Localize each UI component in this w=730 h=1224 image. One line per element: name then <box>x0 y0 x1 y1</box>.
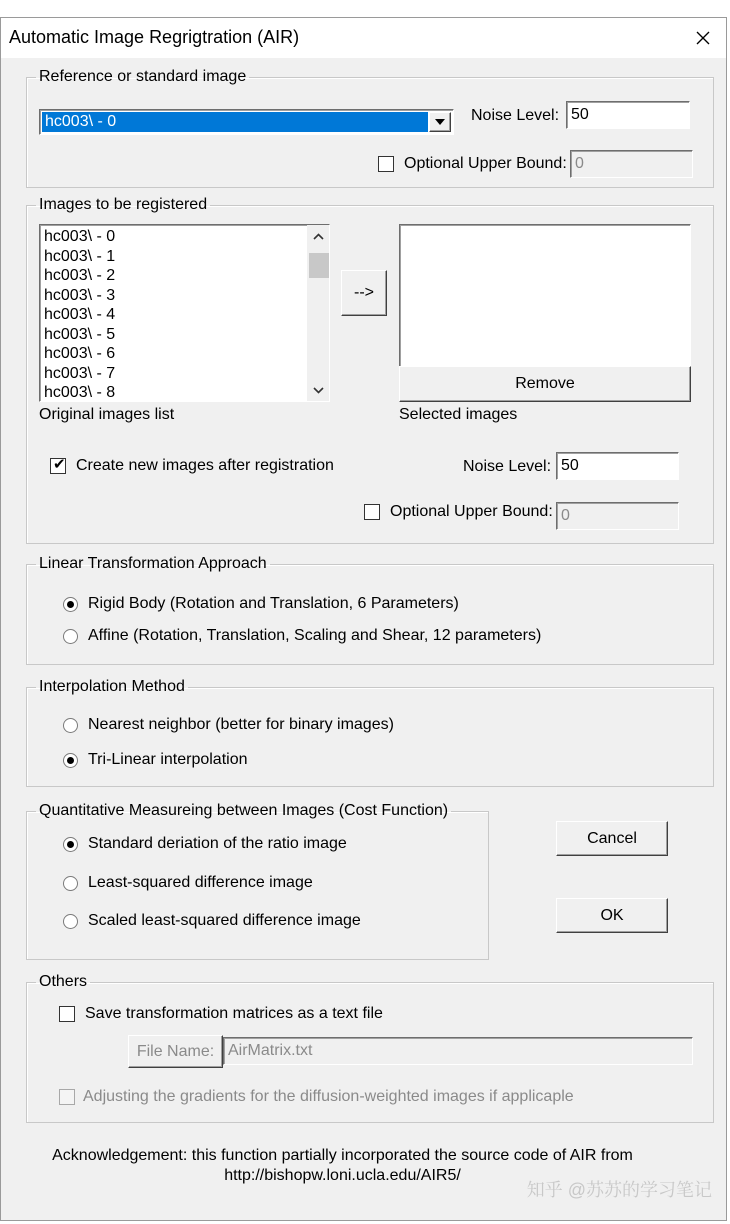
nearest-neighbor-label: Nearest neighbor (better for binary images) <box>88 716 394 733</box>
acknowledgement-line2: http://bishopw.loni.ucla.edu/AIR5/ <box>224 1167 461 1184</box>
reference-noise-input[interactable]: 50 <box>566 101 690 129</box>
linear-legend: Linear Transformation Approach <box>39 555 267 572</box>
original-images-list[interactable] <box>39 224 330 402</box>
watermark: 知乎 @苏苏的学习笔记 <box>526 1180 712 1200</box>
list-item[interactable]: hc003\ - 5 <box>44 325 116 343</box>
remove-button[interactable]: Remove <box>399 366 691 402</box>
list-item[interactable]: hc003\ - 0 <box>44 228 116 245</box>
acknowledgement-line1: Acknowledgement: this function partially incorporated the source code of AIR from <box>52 1147 633 1164</box>
file-name-button[interactable]: File Name: <box>128 1035 223 1068</box>
reference-upper-label: Optional Upper Bound: <box>404 155 567 172</box>
list-scrollbar[interactable] <box>307 225 329 401</box>
list-item[interactable]: hc003\ - 6 <box>44 345 116 362</box>
chevron-down-icon <box>313 387 324 394</box>
reference-legend: Reference or standard image <box>39 68 247 85</box>
least-squared-radio[interactable] <box>63 876 78 891</box>
rigid-body-label: Rigid Body (Rotation and Translation, 6 Parameters) <box>88 595 459 612</box>
affine-radio[interactable] <box>63 629 78 644</box>
window-title: Automatic Image Regrigtration (AIR) <box>9 27 300 47</box>
save-matrices-label: Save transformation matrices as a text file <box>85 1005 383 1022</box>
reference-upper-bound-checkbox[interactable] <box>378 156 394 172</box>
close-button[interactable] <box>680 18 726 58</box>
images-upper-bound-checkbox[interactable] <box>364 504 380 520</box>
reference-image-select[interactable] <box>39 109 454 135</box>
reference-dropdown-button[interactable] <box>429 112 451 132</box>
list-item[interactable]: hc003\ - 8 <box>44 384 116 401</box>
radio-selected-dot <box>67 757 74 764</box>
list-item[interactable]: hc003\ - 2 <box>44 267 116 284</box>
radio-selected-dot <box>67 841 74 848</box>
original-images-caption: Original images list <box>39 406 175 423</box>
least-squared-label: Least-squared difference image <box>88 874 313 891</box>
std-ratio-label: Standard deriation of the ratio image <box>88 835 347 852</box>
list-item[interactable]: hc003\ - 1 <box>44 247 116 265</box>
reference-upper-input[interactable]: 0 <box>570 150 693 178</box>
add-to-selected-button[interactable]: --> <box>341 270 387 316</box>
file-name-input[interactable]: AirMatrix.txt <box>223 1037 693 1065</box>
list-item[interactable]: hc003\ - 4 <box>44 306 116 323</box>
images-legend: Images to be registered <box>39 196 208 213</box>
others-legend: Others <box>39 973 88 990</box>
chevron-down-icon <box>435 119 445 125</box>
images-noise-label: Noise Level: <box>463 458 552 475</box>
scaled-least-squared-radio[interactable] <box>63 914 78 929</box>
cost-legend: Quantitative Measureing between Images (Cost Function) <box>39 802 449 819</box>
reference-noise-label: Noise Level: <box>471 107 560 124</box>
nearest-neighbor-radio[interactable] <box>63 718 78 733</box>
scroll-up-button[interactable] <box>307 225 329 247</box>
affine-label: Affine (Rotation, Translation, Scaling and Shear, 12 parameters) <box>88 627 542 644</box>
save-matrices-checkbox[interactable] <box>59 1006 75 1022</box>
adjust-gradients-label: Adjusting the gradients for the diffusion-weighted images if applicaple <box>83 1088 574 1105</box>
reference-selected-value: hc003\ - 0 <box>42 112 428 132</box>
create-new-images-label: Create new images after registration <box>76 457 334 474</box>
radio-selected-dot <box>67 601 74 608</box>
interpolation-legend: Interpolation Method <box>39 678 185 695</box>
title-bar <box>1 18 726 58</box>
ok-button[interactable]: OK <box>556 898 668 933</box>
std-ratio-radio[interactable] <box>63 837 78 852</box>
list-item[interactable]: hc003\ - 7 <box>44 364 116 382</box>
checkmark-icon: ✔ <box>53 456 66 473</box>
scroll-thumb[interactable] <box>309 253 329 278</box>
images-upper-input[interactable]: 0 <box>556 502 679 530</box>
trilinear-label: Tri-Linear interpolation <box>88 751 248 768</box>
selected-images-list[interactable] <box>399 224 691 368</box>
air-dialog-window <box>0 17 727 1221</box>
cancel-button[interactable]: Cancel <box>556 821 668 856</box>
images-upper-label: Optional Upper Bound: <box>390 503 553 520</box>
trilinear-radio[interactable] <box>63 753 78 768</box>
rigid-body-radio[interactable] <box>63 597 78 612</box>
chevron-up-icon <box>313 233 324 240</box>
adjust-gradients-checkbox[interactable] <box>59 1089 75 1105</box>
list-item[interactable]: hc003\ - 3 <box>44 286 116 304</box>
create-new-images-checkbox[interactable] <box>50 458 66 474</box>
scroll-down-button[interactable] <box>307 379 329 401</box>
selected-images-caption: Selected images <box>399 406 518 423</box>
close-icon <box>695 30 711 46</box>
images-noise-input[interactable]: 50 <box>556 452 679 480</box>
scaled-least-squared-label: Scaled least-squared difference image <box>88 912 361 929</box>
